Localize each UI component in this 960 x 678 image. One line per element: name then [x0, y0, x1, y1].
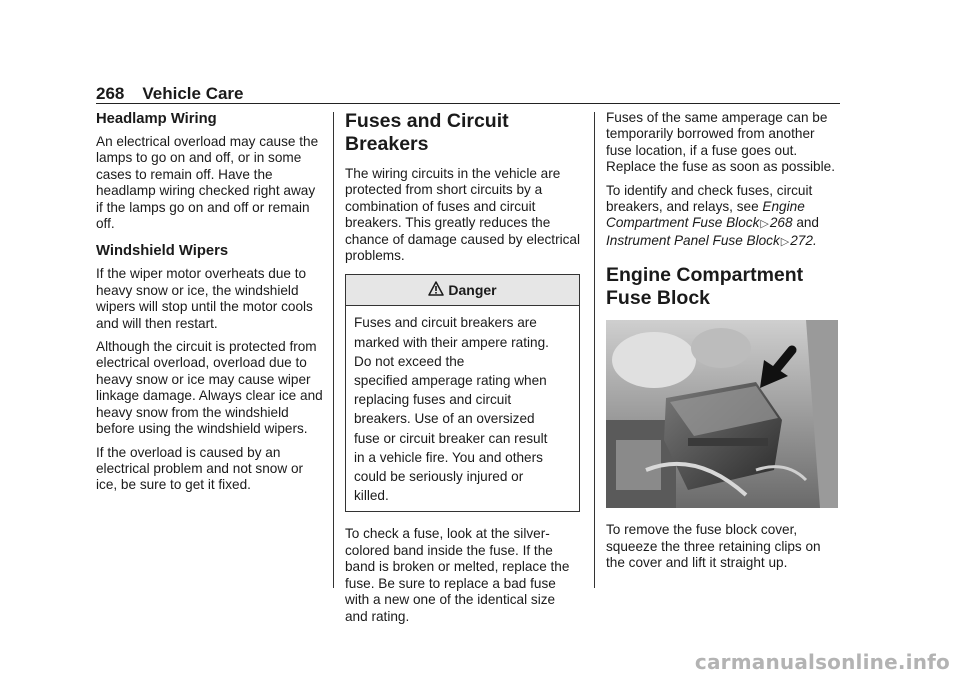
- wipers-paragraph-3: If the overload is caused by an electrical problem and not snow or ice, be sure to get it fixed.: [96, 444, 304, 493]
- danger-line: breakers. Use of an oversized: [354, 411, 535, 427]
- fuse-block-photo: [606, 320, 838, 508]
- wipers-paragraph-2: Although the circuit is protected from electrical overload, overload due to heavy snow or ice may cause wiper linkage damage. Always clear ice and heavy snow from the windshield before using the windshield wipers.: [96, 339, 323, 437]
- danger-line: fuse or circuit breaker can result: [354, 430, 548, 446]
- section-title: Vehicle Care: [142, 84, 244, 103]
- identify-intro: To identify and check fuses, circuit breakers, and relays, see: [606, 182, 813, 215]
- ref-instrument-panel-fuse-block[interactable]: Instrument Panel Fuse Block: [606, 232, 780, 248]
- danger-line: specified amperage rating when: [354, 373, 547, 389]
- danger-line: in a vehicle fire. You and others: [354, 449, 543, 465]
- column-right: [606, 110, 840, 578]
- headlamp-wiring-heading: Headlamp Wiring: [96, 111, 217, 127]
- page-header: [96, 84, 840, 104]
- wipers-paragraph-1: If the wiper motor overheats due to heavy snow or ice, the windshield wipers will stop until the motor cools and will then restart.: [96, 266, 313, 331]
- headlamp-wiring-text: An electrical overload may cause the lamps to go on and off, or in some cases to remain off. Have the headlamp wiring checked right away if the lamps go on and off or remain off.: [96, 134, 319, 232]
- fuses-intro-text: The wiring circuits in the vehicle are protected from short circuits by a combination of fuses and circuit breakers. This greatly reduces the chance of damage caused by electrical problems.: [345, 166, 581, 264]
- danger-line: marked with their ampere rating.: [354, 334, 549, 350]
- fuses-circuit-breakers-heading: Fuses and Circuit Breakers: [345, 110, 509, 155]
- page-ref-icon: ▷: [760, 218, 769, 231]
- danger-box: [345, 274, 580, 512]
- column-middle: [345, 110, 580, 632]
- danger-line: killed.: [354, 488, 389, 504]
- watermark: carmanualsonline.info: [694, 650, 950, 674]
- identify-fuses-text: [606, 183, 840, 251]
- ref-engine-compartment-fuse-block[interactable]: Engine Compartment Fuse Block: [606, 199, 805, 231]
- danger-text: [346, 306, 579, 511]
- danger-header: [346, 275, 579, 306]
- ref-end: .: [812, 232, 817, 248]
- ref-page-number[interactable]: 272: [790, 232, 813, 248]
- ref-page-number[interactable]: 268: [769, 215, 793, 231]
- danger-line: Fuses and circuit breakers are: [354, 315, 537, 331]
- borrow-fuse-text: Fuses of the same amperage can be temporarily borrowed from another fuse location, if a fuse goes out. Replace the fuse as soon as possible.: [606, 110, 835, 175]
- warning-icon: [428, 281, 444, 299]
- check-fuse-text: To check a fuse, look at the silver-colored band inside the fuse. If the band is broken or melted, replace the fuse. Be sure to replace a bad fuse with a new one of the identical size and rating.: [345, 526, 570, 624]
- engine-fuse-block-heading: Engine Compartment Fuse Block: [606, 264, 804, 310]
- windshield-wipers-heading: Windshield Wipers: [96, 243, 229, 260]
- page-number: 268: [96, 84, 125, 103]
- remove-cover-caption: To remove the fuse block cover, squeeze the three retaining clips on the cover and lift it straight up.: [606, 522, 821, 571]
- danger-line: Do not exceed the: [354, 353, 465, 369]
- column-divider: [333, 112, 334, 588]
- danger-line: replacing fuses and circuit: [354, 392, 512, 408]
- column-divider: [594, 112, 595, 588]
- and-text: and: [796, 215, 819, 231]
- column-left: [96, 110, 324, 501]
- danger-label: Danger: [448, 282, 497, 299]
- page-ref-icon: ▷: [780, 235, 790, 248]
- header-rule: [96, 103, 840, 104]
- danger-line: could be seriously injured or: [354, 469, 524, 485]
